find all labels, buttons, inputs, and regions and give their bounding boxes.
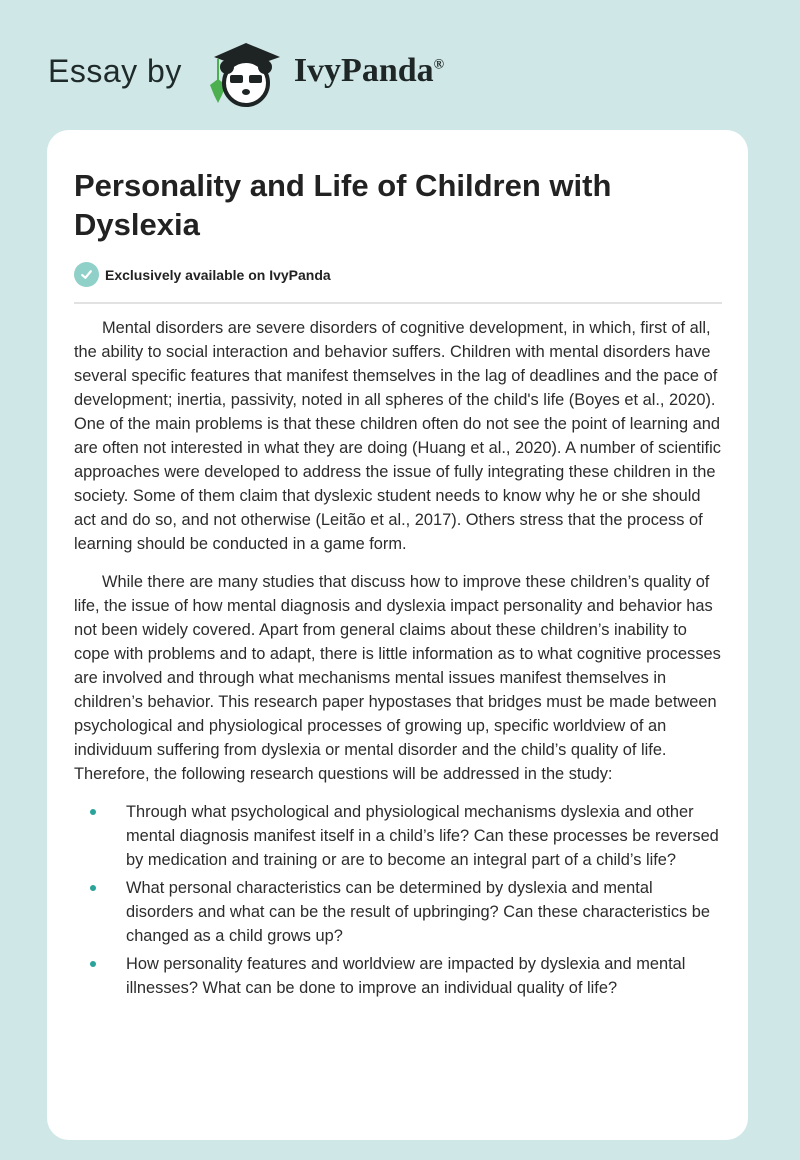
divider <box>74 302 722 304</box>
essay-by-label: Essay by <box>48 52 182 89</box>
bullet-icon <box>90 809 96 815</box>
list-item-text: What personal characteristics can be determined by dyslexia and mental disorders and what can be the result of upbringing? Can these characteristics be changed as a child grows up? <box>126 879 711 945</box>
essay-body <box>74 316 724 1004</box>
bullet-icon <box>90 885 96 891</box>
registered-mark: ® <box>433 57 445 73</box>
bullet-icon <box>90 961 96 967</box>
list-item-text: Through what psychological and physiological mechanisms dyslexia and other mental diagnosis manifest itself in a child’s life? Can these processes be reversed by medication and training or are to become an integral part of a child’s life? <box>126 803 719 869</box>
list-item <box>74 952 724 1000</box>
paragraph: Mental disorders are severe disorders of cognitive development, in which, first of all, the ability to social interaction and behavior suffers. Children with mental disorders have several specific features that manifest themselves in the lag of deadlines and the pace of development; inertia, passivity, noted in all spheres of the child's life (Boyes et al., 2020). One of the main problems is that these children often do not see the point of learning and are often not interested in what they are doing (Huang et al., 2020). A number of scientific approaches were developed to address the issue of fully integrating these children in the society. Some of them claim that dyslexic student needs to know why he or she should act and do so, and not otherwise (Leitão et al., 2017). Others stress that the process of learning should be conducted in a game form. <box>74 319 721 553</box>
check-circle-icon <box>74 262 99 287</box>
essay-card <box>47 130 748 1140</box>
badge-label: Exclusively available on IvyPanda <box>105 266 331 283</box>
site-header <box>48 36 444 106</box>
list-item <box>74 800 724 872</box>
ivypanda-logo-icon[interactable] <box>200 35 288 107</box>
brand-name[interactable] <box>294 52 444 90</box>
exclusive-badge <box>74 262 331 287</box>
list-item <box>74 876 724 948</box>
page-title: Personality and Life of Children with Dyslexia <box>74 168 612 242</box>
list-item-text: How personality features and worldview are impacted by dyslexia and mental illnesses? What can be done to improve an individual quality of life? <box>126 955 686 997</box>
brand-text: IvyPanda <box>293 52 434 89</box>
paragraph: While there are many studies that discuss how to improve these children’s quality of life, the issue of how mental diagnosis and dyslexia impact personality and behavior has not been widely covered. Apart from general claims about these children’s inability to cope with problems and to adapt, there is little information as to what cognitive processes are involved and through what mechanisms mental issues manifest themselves in children’s behavior. This research paper hypostases that bridges must be made between psychological and physiological processes of growing up, specific worldview of an individuum suffering from dyslexia or mental disorder and the child’s quality of life. Therefore, the following research questions will be addressed in the study: <box>74 573 721 783</box>
research-questions-list <box>74 800 724 1000</box>
